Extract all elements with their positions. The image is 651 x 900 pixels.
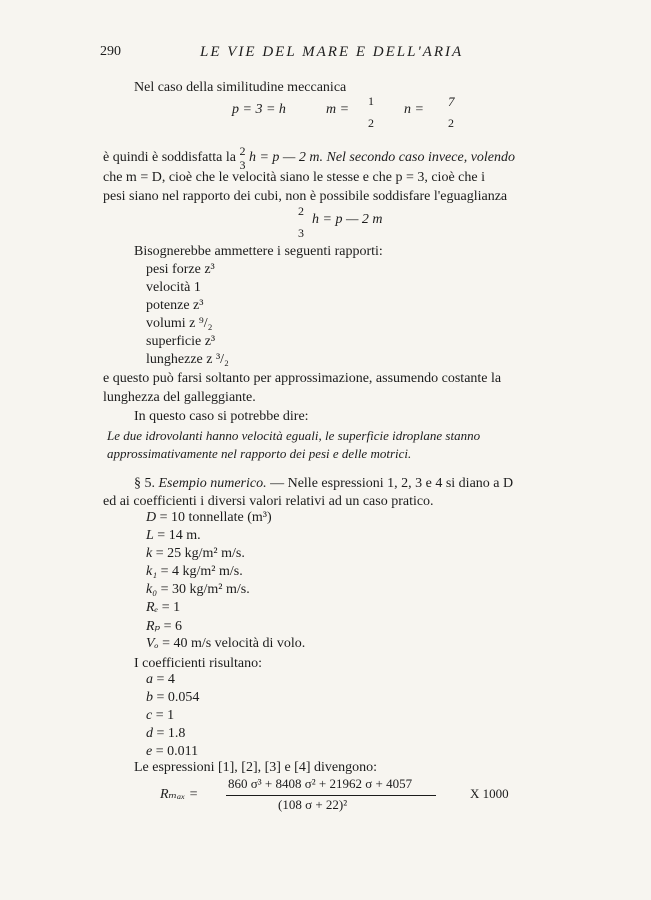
- coeff-value: = 0.054: [156, 690, 200, 705]
- eq1-m: [326, 102, 349, 118]
- ratio-label: volumi: [146, 316, 186, 331]
- page-number: 290: [100, 44, 121, 59]
- coeff-value: = 1.8: [156, 726, 186, 741]
- eq3-fraction-bar: [226, 795, 436, 796]
- eq3-rhs: X 1000: [470, 786, 509, 801]
- ratio-label: pesi forze: [146, 262, 201, 277]
- ratio-value: z ⁹/₂: [189, 316, 213, 331]
- p2-frac-num: 2: [239, 144, 246, 158]
- ratio-value: z³: [204, 262, 215, 277]
- ratio-value: z³: [193, 298, 204, 313]
- ratio-value: z³: [204, 334, 216, 349]
- equation-similitude: [232, 102, 286, 118]
- coeff-item: [146, 690, 199, 706]
- paragraph-expressions-intro: Le espressioni [1], [2], [3] e [4] divengono:: [134, 760, 377, 775]
- paragraph-4-line-1: e questo può farsi soltanto per approssimazione, assumendo costante la: [103, 371, 502, 386]
- p2-frac-den: 3: [239, 158, 246, 172]
- ratio-label: superficie: [146, 334, 202, 349]
- ratio-item: [146, 280, 201, 296]
- eq3-denominator: (108 σ + 22)²: [278, 797, 348, 812]
- value-item: [146, 564, 243, 580]
- p2-text-a: è quindi è soddisfatta la: [103, 150, 236, 166]
- running-title: LE VIE DEL MARE E DELL'ARIA: [200, 44, 464, 60]
- value-item: [146, 618, 182, 635]
- coeff-value: = 1: [155, 708, 175, 723]
- eq2-rest: h = p — 2 m: [312, 212, 383, 227]
- eq1-left: p = 3 = h: [232, 102, 286, 117]
- eq1-n-den: 2: [448, 116, 454, 130]
- value-symbol: k₁: [146, 564, 158, 579]
- value-text: = 25 kg/m² m/s.: [155, 546, 245, 561]
- paragraph-4-line-2: lunghezza del galleggiante.: [103, 390, 256, 405]
- section-text: — Nelle espressioni 1, 2, 3 e 4 si diano a D: [270, 476, 514, 491]
- ratio-item: [146, 352, 229, 368]
- ratio-item: [146, 262, 215, 278]
- coeff-value: = 0.011: [155, 744, 199, 759]
- value-text: = 30 kg/m² m/s.: [160, 582, 250, 597]
- value-text: = 14 m.: [157, 528, 201, 543]
- ratio-item: [146, 316, 213, 332]
- coeff-symbol: d: [146, 726, 153, 741]
- value-item: [146, 582, 250, 598]
- eq1-n-num: 7: [448, 94, 455, 109]
- paragraph-5: In questo caso si potrebbe dire:: [134, 409, 309, 424]
- ratio-item: [146, 334, 215, 350]
- eq1-n-label: n =: [404, 102, 424, 117]
- eq1-m-label: m =: [326, 102, 350, 117]
- eq2-den: 3: [298, 226, 304, 240]
- value-item: [146, 510, 272, 526]
- ratio-label: potenze: [146, 298, 190, 313]
- value-item: [146, 600, 180, 616]
- ratio-value: z ³/₂: [206, 352, 229, 367]
- eq3-numerator: 860 σ³ + 8408 σ² + 21962 σ + 4057: [228, 776, 413, 791]
- value-item: [146, 528, 201, 544]
- value-item: [146, 546, 245, 562]
- value-item: [146, 636, 305, 652]
- eq2-num: 2: [298, 204, 304, 218]
- section-title: Esempio numerico.: [158, 476, 267, 491]
- value-symbol: Rₑ: [146, 600, 159, 615]
- section-heading-line: [134, 474, 586, 493]
- p2-text-b: h = p — 2 m. Nel secondo caso invece, volendo: [248, 150, 516, 166]
- value-text: = 40 m/s velocità di volo.: [162, 636, 306, 651]
- value-text: = 6: [163, 619, 183, 634]
- paragraph-coefficients-intro: I coefficienti risultano:: [134, 656, 263, 671]
- coeff-symbol: e: [146, 744, 153, 759]
- value-text: = 1: [161, 600, 181, 615]
- ratio-label: velocità: [146, 280, 191, 295]
- value-symbol: Rₚ: [146, 619, 161, 634]
- paragraph-2-line-3: pesi siano nel rapporto dei cubi, non è possibile soddisfare l'eguaglianza: [103, 189, 508, 204]
- paragraph-2-line-2: che m = D, cioè che le velocità siano le stesse e che p = 3, cioè che i: [103, 170, 485, 185]
- value-symbol: D: [146, 510, 157, 525]
- value-symbol: L: [146, 528, 154, 543]
- paragraph-intro: Nel caso della similitudine meccanica: [134, 80, 347, 95]
- ratio-label: lunghezze: [146, 352, 203, 367]
- paragraph-ratios-intro: Bisognerebbe ammettere i seguenti rapporti:: [134, 244, 383, 259]
- paragraph-6-line-2: approssimativamente nel rapporto dei pesi e delle motrici.: [107, 446, 412, 461]
- coeff-value: = 4: [156, 672, 175, 687]
- coeff-symbol: b: [146, 690, 153, 705]
- value-text: = 4 kg/m² m/s.: [160, 564, 243, 579]
- value-symbol: k: [146, 546, 153, 561]
- coeff-item: [146, 726, 185, 742]
- value-symbol: k₀: [146, 582, 158, 597]
- coeff-symbol: c: [146, 708, 153, 723]
- value-text: = 10 tonnellate (m³): [159, 510, 272, 525]
- section-marker: § 5.: [134, 476, 155, 491]
- eq1-m-den: 2: [368, 116, 374, 130]
- coeff-symbol: a: [146, 672, 153, 687]
- ratio-item: [146, 298, 203, 314]
- paragraph-6-line-1: Le due idrovolanti hanno velocità eguali, le superficie idroplane stanno: [107, 428, 481, 443]
- eq3-lhs: Rₘₐₓ =: [160, 787, 199, 802]
- value-symbol: Vₒ: [146, 636, 159, 651]
- ratio-value: 1: [193, 280, 201, 295]
- coeff-item: [146, 672, 175, 688]
- section-line-2: ed ai coefficienti i diversi valori relativi ad un caso pratico.: [103, 494, 434, 509]
- coeff-item: [146, 708, 174, 724]
- eq1-m-num: 1: [368, 94, 374, 108]
